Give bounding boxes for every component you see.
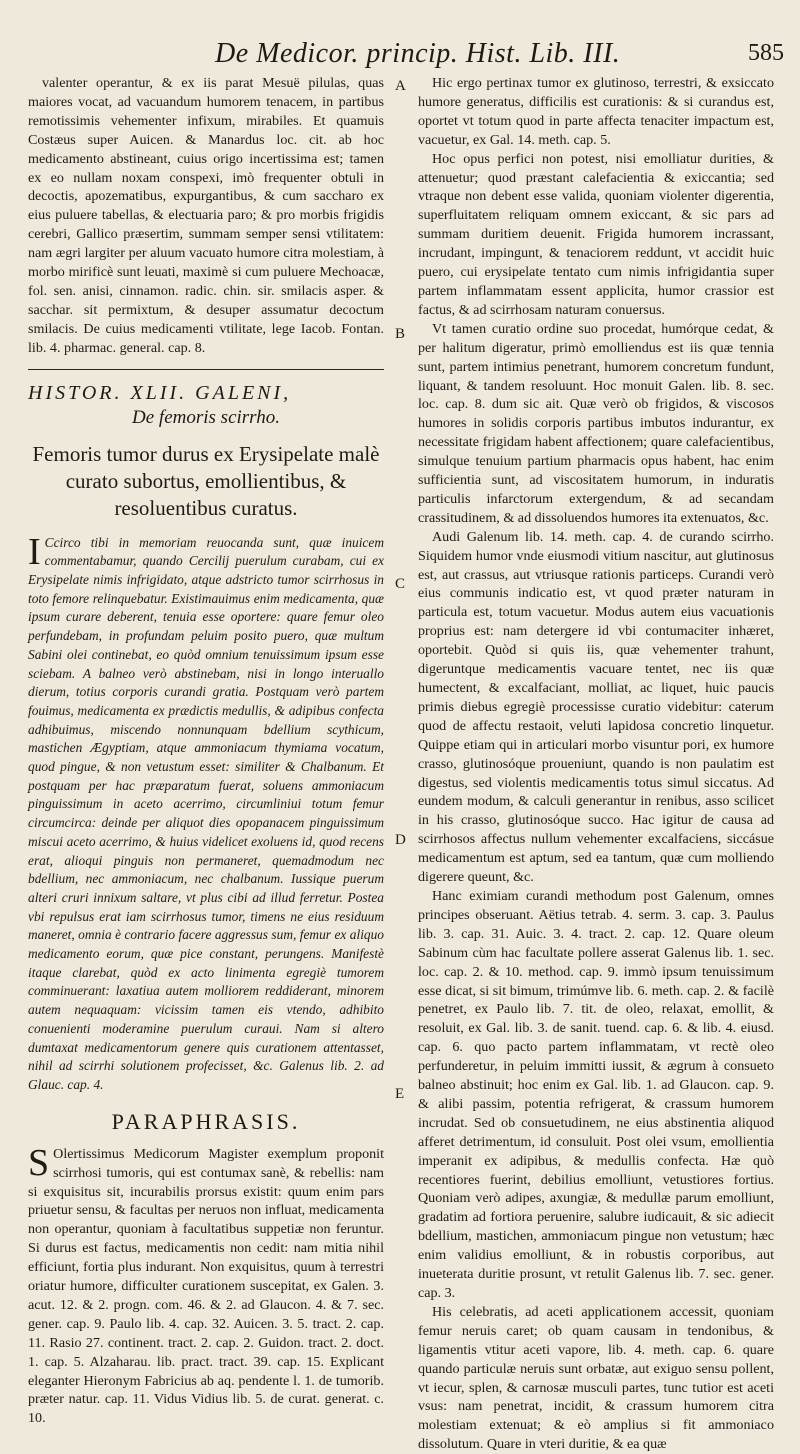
right-paragraph-1: Hic ergo pertinax tumor ex glutinoso, terrestri, & exsiccato humore generatus, difficilis est curationis: & si curandus est, oportet vt totum quod in parte affecta tenaciter impactum est, vacuetur, ex Gal. 14. meth. cap. 5. [418,75,774,148]
right-paragraph-5: Hanc eximiam curandi methodum post Galenum, omnes principes obseruant. Aëtius tetrab. 4. serm. 3. cap. 3. Paulus lib. 3. cap. 31. Auic. 3. 4. tract. 2. cap. 12. Quare oleum Sabinum cùm hac facultate pollere asserat Galenus lib. 1. sec. loc. cap. 2. & 10. method. cap. 9. immò ipsum tenuissimum esse dicat, si sit bimum, trimúmve lib. 6. meth. cap. 2. & facilè penetret, ex Paulo lib. 7. tit. de oleo, relaxat, emollit, & resoluit, ex Gal. lib. 3. de sanit. tuend. cap. 6. & lib. 4. eiusd. cap. 6. quo pacto partem inflammatam, vt rectè oleo perfunderetur, in peluim immitti iussit, & ægrum à consueto balneo abstinuit; hoc enim ex Gal. lib. 1. ad Glaucon. cap. 9. & alibi passim, potentia refrigerat, & crassum humorem incrudat. Sed ob consuetudinem, ne eius abstinentia aliquod afferet detrimentum, id consuluit. Post olei vsum, emollientia imperanit ex adipibus, & medullis confecta. Hæ quò recentiores fuerint, debilius emolliunt, vetustiores fortius. Quoniam verò adipes, axungiæ, & medullæ parum emolliunt, gradatim ad fortiora peruenire, salubre iudicauit, & sic adiecit bdellium, mastichen, ammoniacum pingue non vetustum; hæc enim validius emolliunt, & in robustis corporibus, aut inueterata duritie prosunt, vt retulit Galenus lib. 7. sec. gener. cap. 3. [418,887,774,1301]
margin-marker-c: C [395,576,406,592]
case-heading: Femoris tumor durus ex Erysipelate malè curato subortus, emollientibus, & resoluentibus curatus. [32,441,380,520]
right-paragraph-4: Audi Galenum lib. 14. meth. cap. 4. de curando scirrho. Siquidem humor vnde eiusmodi vitium nascitur, aut glutinosus est, aut crassus, aut vtriusque rationis particeps. Curandi verò eius communis indicatio est, vt quod præter naturam in particula est, totum vacuetur. Modus autem eius vacuationis proprius est: nam detergere id vbi contumaciter inhæret, oportebit. Quòd si quis iis, quæ vehementer trahunt, digeruntque medicamentis vacuare tentet, nec iis quæ humectent, & excalfaciant, molliat, ac liquet, huic paucis primis diebus egregiè processisse curatio videbitur: caterum quod de affectu restaoit, veluti lapidosa concretio linquetur. Quippe etiam qui in articulari morbo visuntur pori, ex humore crasso, glutinosóque proueniunt, quando is non paulatim est digestus, sed violentis medicamentis totus simul siccatus. Ad eundem modum, & calculi generantur in renibus, asso scilicet in his crasso, glutinosóque succo. Hac igitur de causa ad scirrhosos affectus nullum vehementer excalfaciens, siccásue medicamentum est aptum, sed ea tantum, quæ cum molliendo digerere queunt, &c. [418,528,774,886]
right-paragraph-3: Vt tamen curatio ordine suo procedat, humórque cedat, & per halitum digeratur, primò emolliendus est iis quæ tennia sunt, partem intimius penetrant, humorem concretum fundunt, liquant, & tandem resoluunt. Hoc monuit Galen. lib. 8. sec. loc. cap. 8. dum sic ait. Quæ verò ob frigidos, & viscosos humores in solidis corporis partibus imbutos indurantur, ex necessitate frigidam habent affectionem; quare calefacientibus, simulque tenuium partium pharmacis opus habent, hac enim sufficientia sunt, ad viscositatem humorum, in induratis particulis infarctorum extergendum, & ad secandam crassitudinem, & ad dissoluendos humores ita extenuatos, &c. [418,320,774,526]
historia-title: HISTOR. XLII. GALENI, [28,381,292,404]
margin-marker-e: E [395,1086,405,1102]
right-column [418,74,774,1454]
paraphrasis-text: Olertissimus Medicorum Magister exemplum proponit scirrhosi tumoris, qui est contumax sanè, & rebellis: nam si exquisitus sit, incurabilis prorsus existit: quum enim pars priuetur sensu, & facultas per neruos non influat, medicamenta non operantur, quoniam à facultatibus suppetiæ non feruntur. Si durus est factus, medicamentis non cedit: nam mitia nihil efficiunt, fortia plus indurant. Non exquisitus, quum à terrestri oriatur humore, difficulter curationem suscepitat, ex Galen. 3. acut. 12. & 2. progn. com. 46. & 2. ad Glaucon. 4. & 7. sec. gener. cap. 9. Paulo lib. 4. cap. 32. Auicen. 3. 5. tract. 2. cap. 11. Rasio 27. continent. tract. 2. cap. 2. Guidon. tract. 2. doct. 1. cap. 5. Alzaharau. lib. pract. tract. 39. cap. 15. Explicant eleganter Hieronym Fabricius ab aq. pendente l. 1. de tumorib. præter natur. cap. 11. Vidus Vidius lib. 5. de curat. generat. c. 10. [28,1145,384,1427]
historia-subtitle: De femoris scirrho. [132,406,280,428]
right-paragraph-2: Hoc opus perfici non potest, nisi emolliatur durities, & attenuetur; quod præstant calefacientia & exiccantia; sed vtraque non debent esse valida, quoniam violenter digerentia, superfluitatem reliquam omnem exiccant, & sic pars ad summam duritiem deuenit. Frigida humorem incrassant, incrudant, impingunt, & tenaciorem reddunt, vt accidit huic puero, cui erysipelate tentato cum nimis infrigidantia super partem inflammatam essent applicita, humor crassior est factus, & ad scirrhosam naturam conuersus. [418,150,774,318]
page-number: 585 [748,40,784,66]
drop-cap-2: S [28,1141,50,1184]
galen-quote-text: Ccirco tibi in memoriam reuocanda sunt, quæ inuicem commentabamur, quando Cercilij puerulum curabam, cui ex Erysipelate nimis infrigidato, atque adstricto tumor scirrhosus in toto femore relinquebatur. Existimauimus enim medicamenta, quæ ipsum curare deberent, tenuia esse oportere: quare femur oleo perfundebam, in profundam peluim posito puero, quæ multum Sabini olei continebat, eo quòd omnium tenuissimum ipsum esse sciebam. A balneo verò abstinebam, nisi in longo interuallo dierum, totius corporis curandi gratia. Postquam verò partem fouimus, medicamenta ex prædictis medullis, & adipibus confecta adhibuimus, miscendo nonnunquam bdellium scythicum, mastichen Ægyptiam, atque ammoniacum thymiama vocatum, quod pingue, & non vetustum esset: similiter & Chalbanum. Et postquam per hac præparatum fuerat, soluens ammoniacum pinguissimum in aceto acerrimo, circumliniui totum femur circumcirca: deinde per aliquot dies opopanacem pinguissimum miscui aceto acerrimo, & huius videlicet exoluens id, quod recens erat, alioqui pinguis non permaneret, quemadmodum nec bdellium, nec ammoniacum, nec chalbanum. Iussique puerum alteri cruri innixum saltare, vt plus cibi ad illud ferretur. Postea vbi repulsus erat iam scirrhosus tumor, timens ne eius residuum maneret, omnia è contrario facere aggressus sum, femur ex aliquo medicamento eorum, quæ pice constant, perungens. Manifestè itaque clarebat, quòd ex acto linimenta egregiè tumorem comminuerant: laxatiua autem molliorem reddiderant, minorem autem nequaquam: vicissim tamen eis vtendo, adhibito conuenienti moderamine puerulum curaui. Nam si altero dumtaxat medicamentorum genere quis curationem attentasset, nihil ad scirrhi solutionem profecisset, &c. Galenus lib. 2. ad Glauc. cap. 4. [28,534,384,1092]
margin-marker-d: D [395,832,406,848]
drop-cap: I [28,530,41,573]
right-paragraph-6: His celebratis, ad aceti applicationem accessit, quoniam femur neruis caret; ob quam causam in tendonibus, & ligamentis vtitur aceti vapore, lib. 4. meth. cap. 6. quare quando particulæ neruis sunt orbatæ, aut exiguo sensu pollent, vt iecur, splen, & carnosæ musculi partes, tunc tutior est aceti vsus: nam penetrat, incidit, & crassum humorem citra molestiam extenuat; & eò amplius si fit ammoniaco dissolutum. Quare in vteri duritie, & ea quæ [418,1303,774,1453]
left-paragraph-1: valenter operantur, & ex iis parat Mesuë pilulas, quas maiores vocat, ad vacuandum humorem tenacem, in partibus remotissimis vehementer infixum, mirabiles. Et quamuis Costæus super Auicen. & Manardus loc. cit. ab hoc medicamento abstineant, cuius origo incertissima est; tamen ex eo nullam noxam conspexi, imò frequenter obtuli in decoctis, apozematibus, expurgantibus, & cum saccharo ex eius puluere tabellas, & electuaria paro; & pro morbis frigidis cerebri, Gallico præsertim, summam semper sensi vtilitatem: nam ægri largiter per aluum vacuato humore citra molestiam, à morbo mirificè sunt leuati, maximè si cum puluere Mechoacæ, fol. sen. anisi, cinnamon. radic. chin. sir. smilacis asper. & sacchar. sit permixtum, & desuper assumatur decoctum smilacis. De cuius medicamenti vtilitate, lege Iacob. Fontan. lib. 4. pharmac. general. cap. 8. [28,75,384,356]
galen-quote [28,530,384,1095]
running-title: De Medicor. princip. Hist. Lib. III. [215,38,621,69]
margin-marker-a: A [395,78,406,94]
left-column [28,74,384,1428]
margin-marker-b: B [395,326,406,342]
section-divider [28,369,384,370]
paraphrasis-body [28,1141,384,1429]
page-header [0,38,800,74]
paraphrasis-title: PARAPHRASIS. [111,1108,301,1134]
